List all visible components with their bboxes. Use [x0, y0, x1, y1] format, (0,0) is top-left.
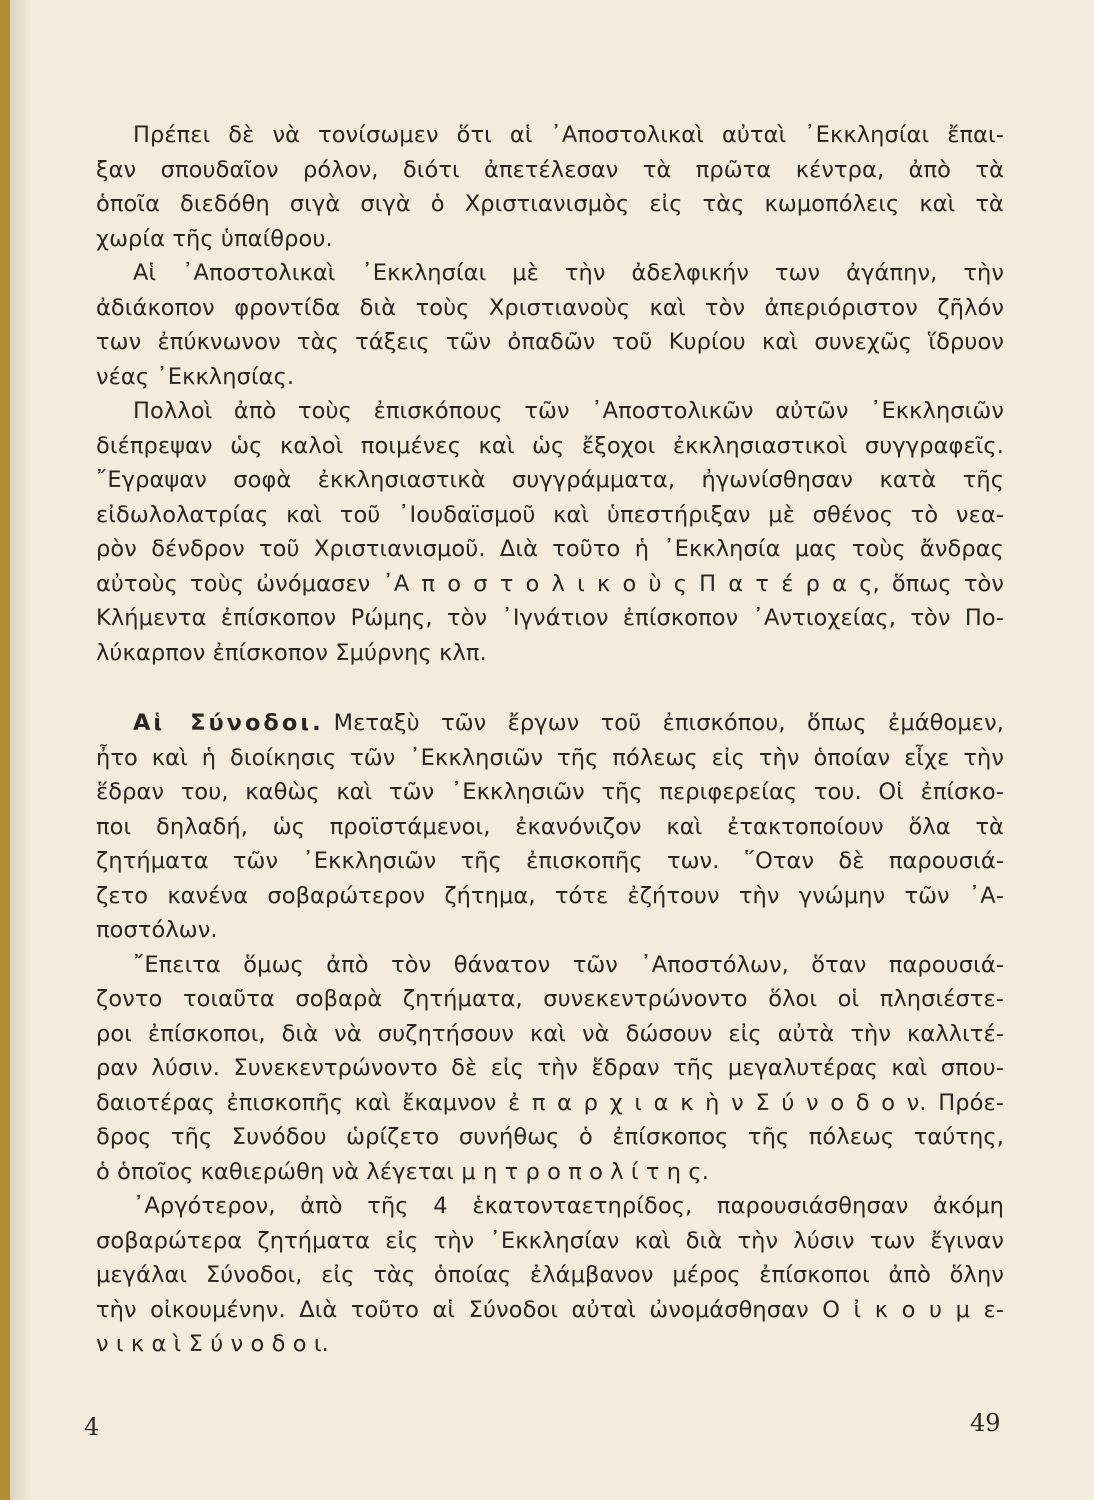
paragraph-2 [96, 256, 1004, 394]
heading-line-text: Μεταξὺ τῶν ἔργων τοῦ ἐπισκόπου, ὅπως ἐμάθομεν, [333, 710, 1004, 736]
text-line: εἰδωλολατρίας καὶ τοῦ ᾿Ιουδαϊσμοῦ καὶ ὑπεστήριξαν μὲ σθένος τὸ νεα- [96, 501, 1004, 528]
text-line: ζητήματα τῶν ᾿Εκκλησιῶν τῆς ἐπισκοπῆς των. ῞Οταν δὲ παρουσιά- [96, 848, 1004, 874]
text-line: αὐτοὺς τοὺς ὠνόμασεν ᾿Α π ο σ τ ο λ ι κ ο ὺ ς Π α τ έ ρ α ς, ὅπως τὸν [96, 570, 1004, 597]
section-spacer [96, 670, 1004, 706]
text-line: χωρία τῆς ὑπαίθρου. [96, 225, 333, 252]
text-line: ξαν σπουδαῖον ρόλον, διότι ἀπετέλεσαν τὰ πρῶτα κέντρα, ἀπὸ τὰ [96, 156, 1004, 183]
text-line: ᾿Αργότερον, ἀπὸ τῆς 4 ἑκατονταετηρίδος, παρουσιάσθησαν ἀκόμη [133, 1193, 1004, 1219]
page-binding-edge [0, 0, 10, 1500]
text-line: Κλήμεντα ἐπίσκοπον Ρώμης, τὸν ᾿Ιγνάτιον ἐπίσκοπον ᾿Αντιοχείας, τὸν Πο- [96, 605, 1004, 631]
text-line: ὁ ὁποῖος καθιερώθη νὰ λέγεται μ η τ ρ ο π ο λ ί τ η ς. [96, 1158, 709, 1185]
page-gutter-shadow [10, 0, 32, 1500]
paragraph-5 [96, 948, 1004, 1190]
text-line: Πρέπει δὲ νὰ τονίσωμεν ὅτι αἱ ᾿Αποστολικαὶ αὐταὶ ᾿Εκκλησίαι ἔπαι- [133, 122, 1004, 148]
text-line: ποι δηλαδή, ὡς προϊστάμενοι, ἐκανόνιζον καὶ ἐτακτοποίουν ὅλα τὰ [96, 813, 1004, 840]
text-line: ρὸν δένδρον τοῦ Χριστιανισμοῦ. Διὰ τοῦτο ἡ ᾿Εκκλησία μας τοὺς ἄνδρας [96, 536, 1004, 562]
text-line: δαιοτέρας ἐπισκοπῆς καὶ ἔκαμνον ἐ π α ρ χ ι α κ ὴ ν Σ ύ ν ο δ ο ν. Πρόε- [96, 1089, 1004, 1116]
section-heading: Αἱ Σύνοδοι. [133, 710, 324, 736]
text-line: Πολλοὶ ἀπὸ τοὺς ἐπισκόπους τῶν ᾿Αποστολικῶν αὐτῶν ᾿Εκκλησιῶν [133, 398, 1004, 424]
text-line: Αἱ ᾿Αποστολικαὶ ᾿Εκκλησίαι μὲ τὴν ἀδελφικήν των ἀγάπην, τὴν [133, 260, 1004, 286]
page-text [96, 118, 1004, 1362]
paragraph-1 [96, 118, 1004, 256]
text-line: ζετο κανένα σοβαρώτερον ζήτημα, τότε ἐζήτουν τὴν γνώμην τῶν ᾿Α- [96, 882, 1004, 909]
text-line: των ἐπύκνωνον τὰς τάξεις τῶν ὀπαδῶν τοῦ Κυρίου καὶ συνεχῶς ἵδρυον [96, 329, 1004, 355]
text-line: ἀδιάκοπον φροντίδα διὰ τοὺς Χριστιανοὺς καὶ τὸν ἀπεριόριστον ζῆλόν [96, 294, 1004, 321]
text-line: ραν λύσιν. Συνεκεντρώνοντο δὲ εἰς τὴν ἕδραν τῆς μεγαλυτέρας καὶ σπου- [96, 1055, 1004, 1081]
text-line: ζοντο τοιαῦτα σοβαρὰ ζητήματα, συνεκεντρώνοντο ὅλοι οἱ πλησιέστε- [96, 986, 1004, 1012]
text-line: ῎Επειτα ὅμως ἀπὸ τὸν θάνατον τῶν ᾿Αποστόλων, ὅταν παρουσιά- [133, 951, 1004, 978]
text-line: ὁποῖα διεδόθη σιγὰ σιγὰ ὁ Χριστιανισμὸς εἰς τὰς κωμοπόλεις καὶ τὰ [96, 191, 1004, 217]
paragraph-synods-intro [96, 706, 1004, 948]
text-line: δρος τῆς Συνόδου ὡρίζετο συνήθως ὁ ἐπίσκοπος τῆς πόλεως ταύτης, [96, 1124, 1004, 1150]
text-line: ν ι κ α ὶ Σ ύ ν ο δ ο ι. [96, 1331, 329, 1357]
text-line: διέπρεψαν ὡς καλοὶ ποιμένες καὶ ὡς ἔξοχοι ἐκκλησιαστικοὶ συγγραφεῖς. [96, 432, 1004, 459]
paragraph-3 [96, 394, 1004, 670]
text-line: ἕδραν του, καθὼς καὶ τῶν ᾿Εκκλησιῶν τῆς περιφερείας του. Οἱ ἐπίσκο- [96, 779, 1004, 805]
text-line: λύκαρπον ἐπίσκοπον Σμύρνης κλπ. [96, 639, 487, 666]
text-line: ἦτο καὶ ἡ διοίκησις τῶν ᾿Εκκλησιῶν τῆς πόλεως εἰς τὴν ὁποίαν εἶχε τὴν [96, 744, 1004, 771]
text-line: τὴν οἰκουμένην. Διὰ τοῦτο αἱ Σύνοδοι αὐταὶ ὠνομάσθησαν Ο ἰ κ ο υ μ ε- [96, 1296, 1004, 1323]
text-line: ροι ἐπίσκοποι, διὰ νὰ συζητήσουν καὶ νὰ δώσουν εἰς αὐτὰ τὴν καλλιτέ- [96, 1020, 1004, 1047]
text-line: ῎Εγραψαν σοφὰ ἐκκλησιαστικὰ συγγράμματα, ἠγωνίσθησαν κατὰ τῆς [96, 467, 1004, 493]
text-line: μεγάλαι Σύνοδοι, εἰς τὰς ὁποίας ἐλάμβανον μέρος ἐπίσκοποι ἀπὸ ὅλην [96, 1262, 1004, 1288]
text-line: σοβαρώτερα ζητήματα εἰς τὴν ᾿Εκκλησίαν καὶ διὰ τὴν λύσιν των ἔγιναν [96, 1227, 1004, 1254]
signature-mark: 4 [84, 1413, 100, 1441]
text-line: νέας ᾿Εκκλησίας. [96, 363, 295, 390]
page-number: 49 [970, 1409, 1001, 1437]
paragraph-6 [96, 1189, 1004, 1362]
text-line [96, 706, 1004, 741]
text-line: ποστόλων. [96, 917, 218, 943]
